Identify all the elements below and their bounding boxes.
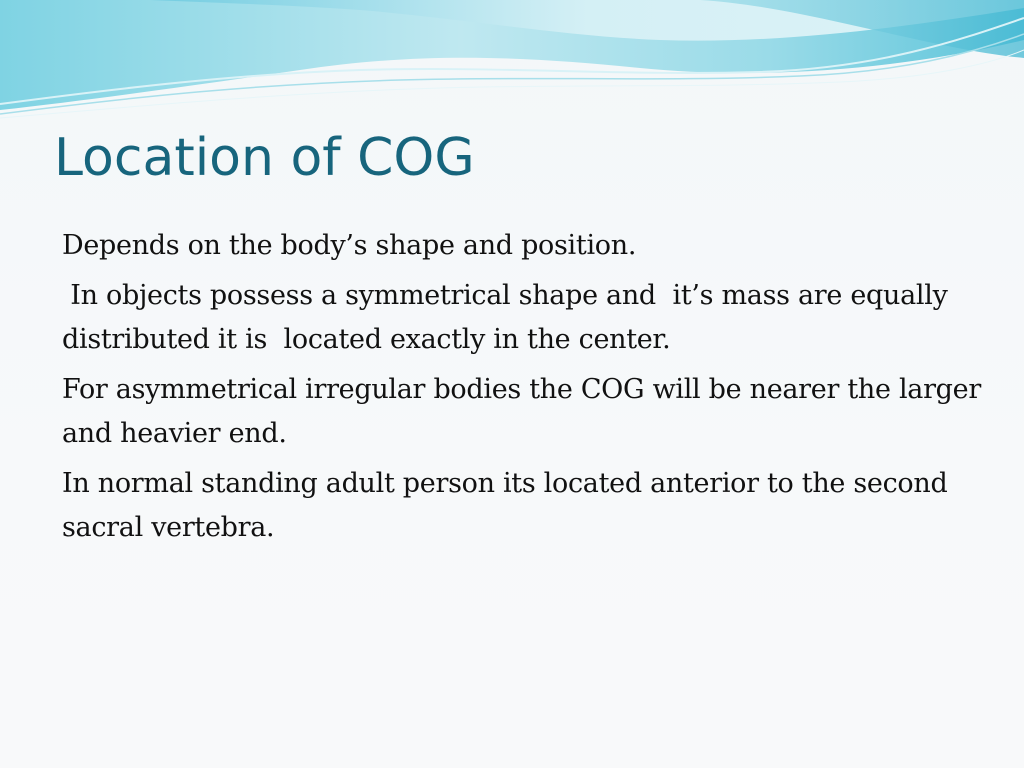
bullet-item-shape-position: Depends on the body’s shape and position. xyxy=(62,230,637,261)
bullet-item-symmetrical: In objects possess a symmetrical shape and it’s mass are equally distributed it is located exactly in the center. xyxy=(62,280,956,355)
bullet-list xyxy=(62,224,990,556)
bullet-item-asymmetrical: For asymmetrical irregular bodies the COG will be nearer the larger and heavier end. xyxy=(62,374,990,449)
slide-title: Location of COG xyxy=(54,128,475,188)
wave-header-decoration xyxy=(0,0,1024,120)
bullet-item-standing-adult: In normal standing adult person its located anterior to the second sacral vertebra. xyxy=(62,468,956,543)
